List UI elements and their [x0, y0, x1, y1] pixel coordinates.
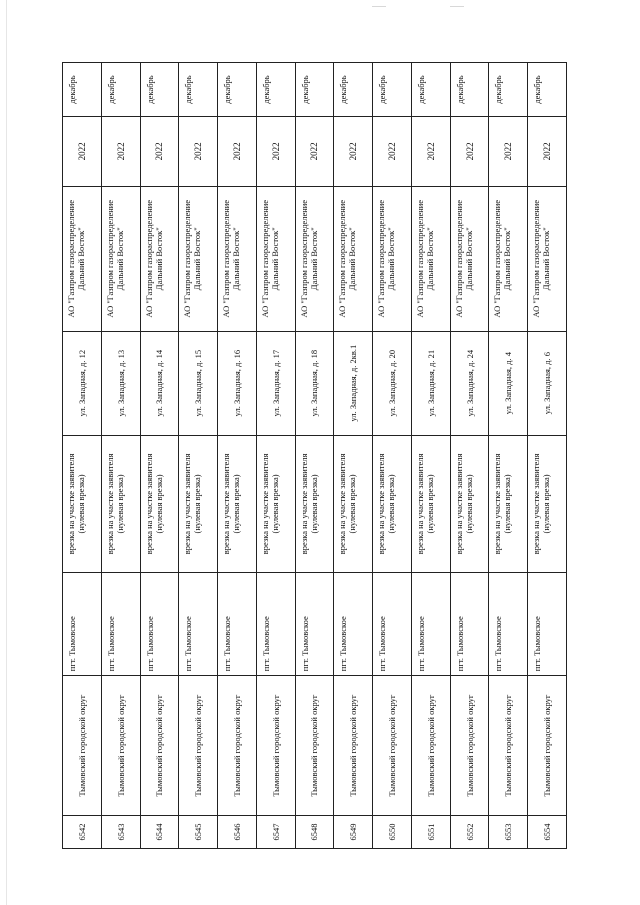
row-number-cell-text: 6547 — [270, 823, 281, 841]
month-cell-text: декабрь — [105, 75, 116, 104]
work-type-cell-line: (нулевая врезка) — [424, 474, 435, 534]
settlement-cell — [257, 572, 295, 675]
scan-mark — [372, 6, 386, 7]
settlement-cell — [179, 572, 217, 675]
month-cell — [489, 62, 527, 116]
month-cell-text: декабрь — [222, 75, 233, 104]
month-cell — [451, 62, 489, 116]
settlement-cell — [373, 572, 411, 675]
work-type-cell — [334, 435, 372, 573]
page-edge-line — [6, 0, 7, 905]
district-cell-text: Тымовский городской округ — [348, 694, 359, 797]
document-page — [62, 62, 567, 849]
address-cell-text: ул. Западная, д. 21 — [425, 349, 436, 417]
organization-cell-line: Дальний Восток" — [463, 227, 474, 291]
organization-cell-line: АО "Газпром газораспределение — [531, 199, 542, 318]
address-cell — [373, 331, 411, 435]
address-cell — [63, 331, 101, 435]
organization-cell-line: Дальний Восток" — [347, 227, 358, 291]
work-type-cell-line: (нулевая врезка) — [231, 474, 242, 534]
month-cell-text: декабрь — [183, 75, 194, 104]
organization-cell-line: Дальний Восток" — [308, 227, 319, 291]
work-type-cell — [489, 435, 527, 573]
work-type-cell — [257, 435, 295, 573]
work-type-cell-line: (нулевая врезка) — [76, 474, 86, 534]
organization-cell-line: АО "Газпром газораспределение — [298, 199, 309, 318]
work-type-cell — [102, 435, 140, 573]
month-cell-text: декабрь — [260, 75, 271, 104]
organization-cell-line: АО "Газпром газораспределение — [492, 199, 503, 318]
work-type-cell-line: врезка на участке заявителя — [66, 453, 76, 555]
row-number-cell — [373, 815, 411, 848]
organization-cell — [296, 186, 334, 331]
settlement-cell-text: пгт. Тымовское — [338, 616, 349, 672]
year-cell — [373, 116, 411, 186]
year-cell — [63, 116, 101, 186]
row-number-cell — [218, 815, 256, 848]
month-cell — [296, 62, 334, 116]
work-type-cell-line: врезка на участке заявителя — [221, 453, 232, 555]
district-cell — [296, 675, 334, 815]
address-cell-text: ул. Западная, д. 12 — [76, 349, 87, 417]
district-cell-text: Тымовский городской округ — [115, 694, 126, 797]
district-cell-text: Тымовский городской округ — [425, 694, 436, 797]
work-type-cell — [63, 435, 101, 573]
table-row — [373, 62, 412, 848]
district-cell — [257, 675, 295, 815]
month-cell — [141, 62, 179, 116]
table-row — [489, 62, 528, 848]
organization-cell — [102, 186, 140, 331]
row-number-cell — [63, 815, 101, 848]
work-type-cell — [141, 435, 179, 573]
settlement-cell-text: пгт. Тымовское — [67, 616, 77, 672]
address-cell-text: ул. Западная, д. 18 — [309, 349, 320, 417]
settlement-cell-text: пгт. Тымовское — [105, 616, 116, 672]
organization-cell-line: АО "Газпром газораспределение — [104, 199, 115, 318]
month-cell — [102, 62, 140, 116]
work-type-cell — [179, 435, 217, 573]
address-cell-text: ул. Западная, д. 24 — [464, 349, 475, 417]
table-row — [179, 62, 218, 848]
year-cell — [179, 116, 217, 186]
organization-cell — [218, 186, 256, 331]
address-cell — [334, 331, 372, 435]
organization-cell-line: АО "Газпром газораспределение — [376, 199, 387, 318]
table-row — [296, 62, 335, 848]
work-type-cell-line: врезка на участке заявителя — [259, 453, 270, 555]
organization-cell-line: АО "Газпром газораспределение — [143, 199, 154, 318]
row-number-cell-text: 6543 — [115, 823, 126, 841]
district-cell-text: Тымовский городской округ — [231, 694, 242, 797]
work-type-cell — [296, 435, 334, 573]
year-cell — [528, 116, 566, 186]
organization-cell-line: Дальний Восток" — [231, 227, 242, 291]
work-type-cell-line: врезка на участке заявителя — [337, 453, 348, 555]
work-type-cell-line: (нулевая врезка) — [502, 474, 513, 534]
district-cell — [141, 675, 179, 815]
district-cell — [528, 675, 566, 815]
work-type-cell-line: врезка на участке заявителя — [453, 453, 464, 555]
year-cell-text: 2022 — [348, 142, 359, 161]
organization-cell-line: Дальний Восток" — [502, 227, 513, 291]
year-cell — [257, 116, 295, 186]
year-cell-text: 2022 — [464, 142, 475, 161]
organization-cell-line: Дальний Восток" — [153, 227, 164, 291]
row-number-cell-text: 6554 — [542, 823, 553, 841]
work-type-cell-line: (нулевая врезка) — [541, 474, 552, 534]
settlement-cell — [63, 572, 101, 675]
settlement-cell — [489, 572, 527, 675]
settlement-cell — [102, 572, 140, 675]
year-cell-text: 2022 — [231, 142, 242, 161]
organization-cell — [141, 186, 179, 331]
year-cell-text: 2022 — [115, 142, 126, 161]
month-cell-text: декабрь — [299, 75, 310, 104]
settlement-cell-text: пгт. Тымовское — [260, 616, 271, 672]
work-type-cell-line: (нулевая врезка) — [463, 474, 474, 534]
year-cell — [412, 116, 450, 186]
address-cell-text: ул. Западная, д. 4 — [503, 351, 514, 415]
year-cell — [296, 116, 334, 186]
organization-cell — [412, 186, 450, 331]
address-cell — [257, 331, 295, 435]
organization-cell-line: АО "Газпром газораспределение — [337, 199, 348, 318]
address-cell — [218, 331, 256, 435]
district-cell — [334, 675, 372, 815]
settlement-cell — [451, 572, 489, 675]
row-number-cell — [179, 815, 217, 848]
month-cell-text: декабрь — [67, 75, 77, 104]
settlement-cell-text: пгт. Тымовское — [493, 616, 504, 672]
work-type-cell-line: врезка на участке заявителя — [531, 453, 542, 555]
year-cell — [141, 116, 179, 186]
month-cell — [257, 62, 295, 116]
row-number-cell — [528, 815, 566, 848]
work-type-cell-line: (нулевая врезка) — [114, 474, 125, 534]
table-row — [334, 62, 373, 848]
district-cell-text: Тымовский городской округ — [309, 694, 320, 797]
organization-cell — [257, 186, 295, 331]
year-cell-text: 2022 — [425, 142, 436, 161]
address-cell-text: ул. Западная, д. 16 — [231, 349, 242, 417]
month-cell — [218, 62, 256, 116]
address-cell-text: ул. Западная, д. 15 — [193, 349, 204, 417]
organization-cell-line: АО "Газпром газораспределение — [182, 199, 193, 318]
year-cell-text: 2022 — [154, 142, 165, 161]
month-cell — [63, 62, 101, 116]
settlement-cell-text: пгт. Тымовское — [532, 616, 543, 672]
district-cell-text: Тымовский городской округ — [154, 694, 165, 797]
district-cell — [218, 675, 256, 815]
month-cell — [179, 62, 217, 116]
year-cell-text: 2022 — [309, 142, 320, 161]
address-cell — [102, 331, 140, 435]
work-type-cell — [373, 435, 411, 573]
row-number-cell — [334, 815, 372, 848]
year-cell-text: 2022 — [193, 142, 204, 161]
organization-cell — [63, 186, 101, 331]
settlement-cell-text: пгт. Тымовское — [144, 616, 155, 672]
work-type-cell-line: врезка на участке заявителя — [492, 453, 503, 555]
table-row — [102, 62, 141, 848]
row-number-cell-text: 6549 — [348, 823, 359, 841]
district-cell — [179, 675, 217, 815]
address-cell — [451, 331, 489, 435]
district-cell-text: Тымовский городской округ — [76, 694, 87, 797]
district-cell — [489, 675, 527, 815]
address-cell — [489, 331, 527, 435]
organization-cell — [489, 186, 527, 331]
month-cell-text: декабрь — [532, 75, 543, 104]
row-number-cell — [489, 815, 527, 848]
organization-cell-line: Дальний Восток" — [76, 227, 86, 291]
organization-cell-line: АО "Газпром газораспределение — [453, 199, 464, 318]
work-type-cell-line: врезка на участке заявителя — [414, 453, 425, 555]
settlement-cell-text: пгт. Тымовское — [222, 616, 233, 672]
organization-cell — [179, 186, 217, 331]
organization-cell-line: Дальний Восток" — [386, 227, 397, 291]
address-cell — [412, 331, 450, 435]
organization-cell — [373, 186, 411, 331]
settlement-cell-text: пгт. Тымовское — [415, 616, 426, 672]
district-cell — [373, 675, 411, 815]
year-cell-text: 2022 — [387, 142, 397, 161]
row-number-cell — [451, 815, 489, 848]
work-type-cell-line: (нулевая врезка) — [347, 474, 358, 534]
settlement-cell-text: пгт. Тымовское — [183, 616, 194, 672]
month-cell-text: декабрь — [415, 75, 426, 104]
address-cell — [179, 331, 217, 435]
table-row — [412, 62, 451, 848]
settlement-cell — [296, 572, 334, 675]
work-type-cell-line: (нулевая врезка) — [192, 474, 203, 534]
organization-cell-line: Дальний Восток" — [269, 227, 280, 291]
year-cell — [489, 116, 527, 186]
row-number-cell — [141, 815, 179, 848]
address-cell — [528, 331, 566, 435]
table-row — [218, 62, 257, 848]
district-cell — [102, 675, 140, 815]
work-type-cell-line: (нулевая врезка) — [153, 474, 164, 534]
row-number-cell-text: 6546 — [231, 823, 242, 841]
organization-cell-line: АО "Газпром газораспределение — [66, 199, 76, 318]
month-cell-text: декабрь — [454, 75, 465, 104]
district-cell-text: Тымовский городской округ — [193, 694, 204, 797]
table-row — [141, 62, 180, 848]
month-cell — [412, 62, 450, 116]
organization-cell-line: Дальний Восток" — [541, 227, 552, 291]
district-cell-text: Тымовский городской округ — [542, 694, 553, 797]
work-type-cell-line: (нулевая врезка) — [386, 474, 397, 534]
row-number-cell — [257, 815, 295, 848]
row-number-cell-text: 6552 — [464, 823, 475, 841]
year-cell — [102, 116, 140, 186]
organization-cell — [334, 186, 372, 331]
organization-cell-line: АО "Газпром газораспределение — [221, 199, 232, 318]
work-type-cell-line: (нулевая врезка) — [269, 474, 280, 534]
settlement-cell — [141, 572, 179, 675]
row-number-cell — [412, 815, 450, 848]
settlement-cell — [412, 572, 450, 675]
year-cell — [334, 116, 372, 186]
settlement-cell — [218, 572, 256, 675]
address-cell — [296, 331, 334, 435]
month-cell — [334, 62, 372, 116]
row-number-cell-text: 6545 — [193, 823, 204, 841]
organization-cell-line: Дальний Восток" — [114, 227, 125, 291]
work-type-cell-line: врезка на участке заявителя — [298, 453, 309, 555]
work-type-cell — [451, 435, 489, 573]
work-type-cell — [412, 435, 450, 573]
month-cell-text: декабрь — [144, 75, 155, 104]
year-cell-text: 2022 — [270, 142, 281, 161]
organization-cell-line: Дальний Восток" — [192, 227, 203, 291]
year-cell-text: 2022 — [503, 142, 514, 161]
scan-mark — [450, 6, 464, 7]
settlement-cell — [334, 572, 372, 675]
district-cell-text: Тымовский городской округ — [387, 694, 397, 797]
organization-cell — [528, 186, 566, 331]
address-cell — [141, 331, 179, 435]
address-cell-text: ул. Западная, д. 13 — [115, 349, 126, 417]
row-number-cell — [296, 815, 334, 848]
district-cell-text: Тымовский городской округ — [464, 694, 475, 797]
row-number-cell-text: 6542 — [76, 823, 87, 841]
table-row — [257, 62, 296, 848]
district-cell-text: Тымовский городской округ — [503, 694, 514, 797]
district-cell — [451, 675, 489, 815]
month-cell-text: декабрь — [377, 75, 388, 104]
settlement-cell-text: пгт. Тымовское — [299, 616, 310, 672]
address-cell-text: ул. Западная, д. 2кв.1 — [348, 344, 359, 422]
settlement-cell-text: пгт. Тымовское — [454, 616, 465, 672]
address-cell-text: ул. Западная, д. 20 — [387, 349, 397, 417]
row-number-cell-text: 6553 — [503, 823, 514, 841]
organization-cell-line: АО "Газпром газораспределение — [259, 199, 270, 318]
address-cell-text: ул. Западная, д. 14 — [154, 349, 165, 417]
district-cell — [412, 675, 450, 815]
table-row — [528, 62, 567, 848]
month-cell — [528, 62, 566, 116]
table-row — [451, 62, 490, 848]
row-number-cell-text: 6550 — [387, 823, 397, 841]
table-row — [63, 62, 102, 848]
work-type-cell-line: врезка на участке заявителя — [376, 453, 387, 555]
year-cell-text: 2022 — [76, 142, 87, 161]
organization-cell-line: АО "Газпром газораспределение — [414, 199, 425, 318]
address-cell-text: ул. Западная, д. 17 — [270, 349, 281, 417]
year-cell-text: 2022 — [542, 142, 553, 161]
month-cell-text: декабрь — [338, 75, 349, 104]
district-cell-text: Тымовский городской округ — [270, 694, 281, 797]
address-cell-text: ул. Западная, д. 6 — [542, 351, 553, 415]
work-type-cell — [218, 435, 256, 573]
organization-cell — [451, 186, 489, 331]
settlement-cell — [528, 572, 566, 675]
month-cell — [373, 62, 411, 116]
work-type-cell — [528, 435, 566, 573]
work-type-cell-line: врезка на участке заявителя — [143, 453, 154, 555]
work-type-cell-line: (нулевая врезка) — [308, 474, 319, 534]
row-number-cell-text: 6551 — [425, 823, 436, 841]
row-number-cell-text: 6548 — [309, 823, 320, 841]
organization-cell-line: Дальний Восток" — [424, 227, 435, 291]
row-number-cell-text: 6544 — [154, 823, 165, 841]
year-cell — [451, 116, 489, 186]
settlement-cell-text: пгт. Тымовское — [377, 616, 388, 672]
work-type-cell-line: врезка на участке заявителя — [104, 453, 115, 555]
row-number-cell — [102, 815, 140, 848]
district-cell — [63, 675, 101, 815]
year-cell — [218, 116, 256, 186]
month-cell-text: декабрь — [493, 75, 504, 104]
work-type-cell-line: врезка на участке заявителя — [182, 453, 193, 555]
gas-connection-table — [62, 62, 567, 849]
